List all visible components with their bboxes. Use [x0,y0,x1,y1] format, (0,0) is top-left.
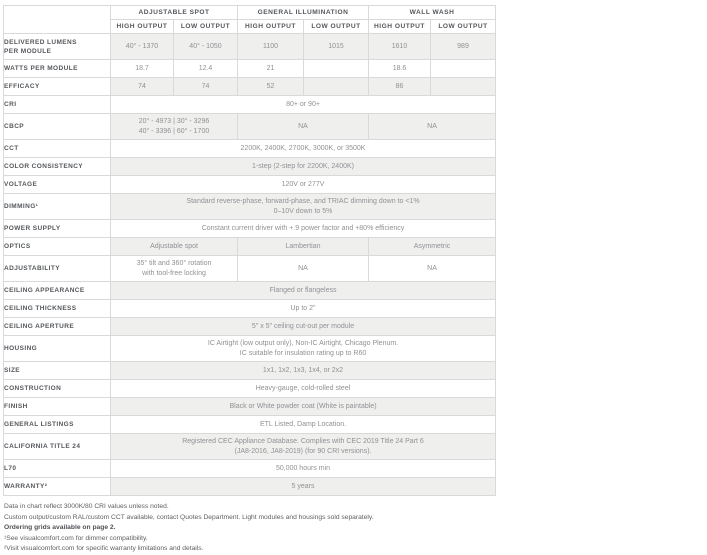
value-cell: 74 [174,78,238,96]
col-header-gi-high-output: HIGH OUTPUT [238,20,304,34]
value-cell: 1610 [369,34,431,60]
value-line: Registered CEC Appliance Database. Complies with CEC 2019 Title 24 Part 6 [182,438,424,445]
value-cell: NA [369,114,496,140]
value-cell: 1100 [238,34,304,60]
row-label: L70 [4,460,111,478]
value-cell: Up to 2" [111,300,496,318]
row-construction [4,380,496,398]
row-label: EFFICACY [4,78,111,96]
row-l70 [4,460,496,478]
value-line: with tool-free locking [142,269,206,277]
value-cell: NA [238,114,369,140]
value-cell: Black or White powder coat (White is paintable) [111,398,496,416]
row-optics [4,238,496,256]
row-label: CONSTRUCTION [4,380,111,398]
row-label: FINISH [4,398,111,416]
value-cell [111,336,496,362]
value-line: 35° tilt and 360° rotation [136,260,212,267]
value-cell: ETL Listed, Damp Location. [111,416,496,434]
value-cell: Flanged or flangeless [111,282,496,300]
row-adjustability [4,256,496,282]
row-cct [4,140,496,158]
row-power-supply [4,220,496,238]
value-cell: Constant current driver with +.9 power factor and +80% efficiency [111,220,496,238]
footnote-dimmer-compatibility: ¹See visualcomfort.com for dimmer compatibility. [4,534,148,542]
value-cell [111,114,238,140]
value-cell: 50,000 hours min [111,460,496,478]
value-cell: 1-step (2-step for 2200K, 2400K) [111,158,496,176]
col-header-as-high-output: HIGH OUTPUT [111,20,174,34]
value-cell [431,78,496,96]
footnote-warranty-details: ²Visit visualcomfort.com for specific warranty limitations and details. [4,545,204,553]
value-cell: NA [238,256,369,282]
row-label: GENERAL LISTINGS [4,416,111,434]
value-cell: NA [369,256,496,282]
value-cell: 1x1, 1x2, 1x3, 1x4, or 2x2 [111,362,496,380]
row-finish [4,398,496,416]
value-cell: 989 [431,34,496,60]
row-size [4,362,496,380]
footnote-line: Data in chart reflect 3000K/80 CRI values unless noted. [4,503,169,510]
value-cell: Adjustable spot [111,238,238,256]
value-cell: 5" x 5" ceiling cut-out per module [111,318,496,336]
row-label: OPTICS [4,238,111,256]
value-cell: 5 years [111,478,496,496]
row-label: POWER SUPPLY [4,220,111,238]
value-cell [304,60,369,78]
row-color-consistency [4,158,496,176]
row-label: CCT [4,140,111,158]
row-label: ADJUSTABILITY [4,256,111,282]
footnote-line: Custom output/custom RAL/custom CCT available, contact Quotes Department. Light modules and housings sold separately. [4,513,374,521]
row-ceiling-appearance [4,282,496,300]
row-ceiling-aperture [4,318,496,336]
value-cell: 1015 [304,34,369,60]
value-line: 40° - 3396 | 60° - 1700 [138,127,210,135]
value-cell: 80+ or 90+ [111,96,496,114]
value-cell [111,194,496,220]
value-cell: 40° - 1050 [174,34,238,60]
row-watts-per-module [4,60,496,78]
row-label [4,34,111,60]
col-group-adjustable-spot: ADJUSTABLE SPOT [111,6,238,20]
row-label: HOUSING [4,336,111,362]
value-cell: 86 [369,78,431,96]
row-label: CRI [4,96,111,114]
value-cell [304,78,369,96]
row-california-title-24 [4,434,496,460]
row-label-line: DELIVERED LUMENS [4,38,77,46]
row-label: COLOR CONSISTENCY [4,158,111,176]
row-cbcp [4,114,496,140]
value-line: IC suitable for insulation rating up to R60 [239,349,367,357]
row-label-line: PER MODULE [4,47,52,55]
col-group-general-illumination: GENERAL ILLUMINATION [238,6,369,20]
row-general-listings [4,416,496,434]
value-cell: Asymmetric [369,238,496,256]
column-group-header-row [4,6,496,20]
value-cell: 21 [238,60,304,78]
value-line: 0–10V down to 5% [273,207,333,215]
value-cell: 74 [111,78,174,96]
row-label: WARRANTY² [4,478,111,496]
row-label: WATTS PER MODULE [4,60,111,78]
value-line: IC Airtight (low output only), Non-IC Airtight, Chicago Plenum. [207,340,399,347]
row-warranty [4,478,496,496]
value-cell: 18.7 [111,60,174,78]
row-delivered-lumens [4,34,496,60]
row-label: CALIFORNIA TITLE 24 [4,434,111,460]
row-label: DIMMING¹ [4,194,111,220]
row-label: CEILING APPEARANCE [4,282,111,300]
col-header-ww-low-output: LOW OUTPUT [431,20,496,34]
row-cri [4,96,496,114]
row-label: CBCP [4,114,111,140]
value-cell: Heavy-gauge, cold-rolled steel [111,380,496,398]
col-header-as-low-output: LOW OUTPUT [174,20,238,34]
value-cell: 18.6 [369,60,431,78]
col-header-ww-high-output: HIGH OUTPUT [369,20,431,34]
value-cell [431,60,496,78]
row-label: VOLTAGE [4,176,111,194]
row-label: CEILING APERTURE [4,318,111,336]
row-efficacy [4,78,496,96]
value-cell: 120V or 277V [111,176,496,194]
row-voltage [4,176,496,194]
value-cell: 40° - 1370 [111,34,174,60]
value-cell: 2200K, 2400K, 2700K, 3000K, or 3500K [111,140,496,158]
row-housing [4,336,496,362]
footnote-ordering-grids: Ordering grids available on page 2. [4,524,116,532]
row-label: CEILING THICKNESS [4,300,111,318]
corner-cell [4,6,111,34]
value-cell: Lambertian [238,238,369,256]
col-group-wall-wash: WALL WASH [369,6,496,20]
row-dimming [4,194,496,220]
value-line: 20° - 4973 | 30° - 3296 [138,118,210,125]
value-cell [111,256,238,282]
value-line: (JA8-2016, JA8-2019) (for 90 CRI versions). [234,447,372,455]
value-line: Standard reverse-phase, forward-phase, and TRIAC dimming down to <1% [186,198,420,205]
footnotes [4,502,374,555]
row-ceiling-thickness [4,300,496,318]
col-header-gi-low-output: LOW OUTPUT [304,20,369,34]
row-label: SIZE [4,362,111,380]
spec-table [3,5,496,496]
value-cell: 52 [238,78,304,96]
value-cell: 12.4 [174,60,238,78]
value-cell [111,434,496,460]
